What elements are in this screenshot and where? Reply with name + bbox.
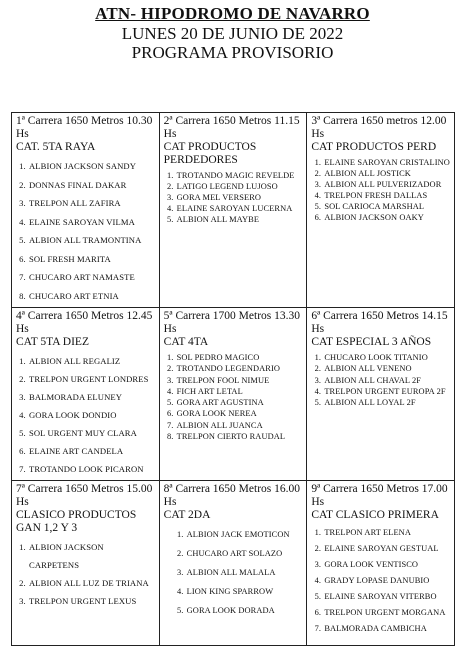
horse-entry: 4. LION KING SPARROW (186, 582, 304, 601)
horse-entry: 4. GORA LOOK DONDIO (28, 406, 156, 424)
race-category: CAT PRODUCTOS PERDEDORES (163, 141, 257, 166)
race-cell (159, 481, 307, 646)
horse-entry: 1. ALBION ALL REGALIZ (28, 352, 156, 370)
horse-entry: 7. BALMORADA CAMBICHA (323, 621, 451, 637)
horse-entry: 4. TRELPON URGENT EUROPA 2F (323, 386, 451, 397)
race-heading: 1ª Carrera 1650 Metros 10.30 Hs (16, 115, 153, 140)
horse-entry: 2. ELAINE SAROYAN GESTUAL (323, 541, 451, 557)
horse-entry: 3. ALBION ALL MALALA (186, 563, 304, 582)
horse-entry: 2. CHUCARO ART SOLAZO (186, 544, 304, 563)
horse-entry: 1. SOL PEDRO MAGICO (176, 352, 304, 363)
horse-list (16, 538, 156, 610)
horse-entry: 3. TRELPON ALL ZAFIRA (28, 194, 156, 213)
race-cell (307, 308, 455, 481)
horse-entry: 3. ALBION ALL PULVERIZADOR (323, 179, 451, 190)
horse-entry: 7. CHUCARO ART NAMASTE (28, 268, 156, 287)
horse-entry: 6. ALBION JACKSON OAKY (323, 212, 451, 223)
horse-entry: 3. GORA LOOK VENTISCO (323, 557, 451, 573)
horse-entry: 4. GRADY LOPASE DANUBIO (323, 573, 451, 589)
document-header (0, 4, 465, 62)
horse-entry: 3. TRELPON FOOL NIMUE (176, 375, 304, 386)
race-category: CAT 4TA (163, 336, 209, 348)
race-cell (307, 113, 455, 308)
horse-entry: 2. TROTANDO LEGENDARIO (176, 363, 304, 374)
horse-entry: 1. TRELPON ART ELENA (323, 525, 451, 541)
horse-list (311, 352, 451, 408)
horse-entry: 5. SOL URGENT MUY CLARA (28, 424, 156, 442)
horse-entry: 1. CHUCARO LOOK TITANIO (323, 352, 451, 363)
page-title: ATN- HIPODROMO DE NAVARRO (95, 4, 370, 23)
horse-entry: 1. ELAINE SAROYAN CRISTALINO (323, 157, 451, 168)
race-heading: 3ª Carrera 1650 metros 12.00 Hs (311, 115, 447, 140)
horse-list (164, 352, 304, 442)
race-category: CAT 5TA DIEZ (16, 336, 89, 348)
race-category: CAT ESPECIAL 3 AÑOS (311, 336, 432, 348)
horse-entry: 2. DONNAS FINAL DAKAR (28, 176, 156, 195)
horse-entry: 5. ELAINE SAROYAN VITERBO (323, 589, 451, 605)
race-heading: 9ª Carrera 1650 Metros 17.00 Hs (311, 483, 448, 508)
horse-entry: 1. TROTANDO MAGIC REVELDE (176, 170, 304, 181)
horse-entry: 1. ALBION JACKSON SANDY (28, 157, 156, 176)
horse-entry: 6. ELAINE ART CANDELA (28, 442, 156, 460)
race-category: CAT. 5TA RAYA (16, 141, 96, 153)
horse-entry: 3. TRELPON URGENT LEXUS (28, 592, 156, 610)
horse-entry: 7. ALBION ALL JUANCA (176, 420, 304, 431)
horse-entry: 6. TRELPON URGENT MORGANA (323, 605, 451, 621)
horse-entry: 2. LATIGO LEGEND LUJOSO (176, 181, 304, 192)
horse-entry: 5. SOL CARIOCA MARSHAL (323, 201, 451, 212)
race-cell (307, 481, 455, 646)
horse-entry: 4. FICH ART LETAL (176, 386, 304, 397)
horse-entry: 8. TRELPON CIERTO RAUDAL (176, 431, 304, 442)
race-cell (159, 113, 307, 308)
race-program-table (11, 112, 455, 646)
race-heading: 7ª Carrera 1650 Metros 15.00 Hs (16, 483, 153, 508)
race-cell (12, 113, 160, 308)
horse-entry: 5. ALBION ALL MAYBE (176, 214, 304, 225)
horse-entry: 1. ALBION JACKSON CARPETENS (28, 538, 156, 574)
horse-entry: 4. TRELPON FRESH DALLAS (323, 190, 451, 201)
horse-entry: 2. ALBION ALL VENENO (323, 363, 451, 374)
horse-entry: 5. ALBION ALL LOYAL 2F (323, 397, 451, 408)
horse-list (311, 525, 451, 637)
race-cell (12, 481, 160, 646)
race-cell (159, 308, 307, 481)
horse-list (16, 157, 156, 305)
race-heading: 8ª Carrera 1650 Metros 16.00 Hs (163, 483, 301, 508)
horse-list (164, 170, 304, 225)
horse-entry: 7. TROTANDO LOOK PICARON (28, 460, 156, 478)
horse-entry: 3. GORA MEL VERSERO (176, 192, 304, 203)
race-heading: 2ª Carrera 1650 Metros 11.15 Hs (163, 115, 300, 140)
race-heading: 4ª Carrera 1650 Metros 12.45 Hs (16, 310, 153, 335)
race-cell (12, 308, 160, 481)
horse-entry: 6. GORA LOOK NEREA (176, 408, 304, 419)
horse-entry: 2. TRELPON URGENT LONDRES (28, 370, 156, 388)
race-heading: 5ª Carrera 1700 Metros 13.30 Hs (163, 310, 301, 335)
horse-entry: 3. ALBION ALL CHAVAL 2F (323, 375, 451, 386)
horse-entry: 3. BALMORADA ELUNEY (28, 388, 156, 406)
horse-list (311, 157, 451, 223)
race-category: CAT PRODUCTOS PERD (311, 141, 437, 153)
horse-entry: 2. ALBION ALL LUZ DE TRIANA (28, 574, 156, 592)
horse-list (16, 352, 156, 478)
race-category: CAT 2DA (163, 509, 211, 521)
horse-entry: 4. ELAINE SAROYAN LUCERNA (176, 203, 304, 214)
race-category: CLASICO PRODUCTOS GAN 1,2 Y 3 (16, 509, 137, 534)
event-date: LUNES 20 DE JUNIO DE 2022 (121, 24, 344, 43)
horse-entry: 5. GORA LOOK DORADA (186, 601, 304, 620)
horse-list (164, 525, 304, 620)
race-category: CAT CLASICO PRIMERA (311, 509, 439, 521)
horse-entry: 1. ALBION JACK EMOTICON (186, 525, 304, 544)
horse-entry: 5. ALBION ALL TRAMONTINA (28, 231, 156, 250)
page-subtitle: PROGRAMA PROVISORIO (131, 43, 334, 62)
horse-entry: 2. ALBION ALL JOSTICK (323, 168, 451, 179)
horse-entry: 5. GORA ART AGUSTINA (176, 397, 304, 408)
race-heading: 6ª Carrera 1650 Metros 14.15 Hs (311, 310, 448, 335)
horse-entry: 8. CHUCARO ART ETNIA (28, 287, 156, 306)
horse-entry: 6. SOL FRESH MARITA (28, 250, 156, 269)
horse-entry: 4. ELAINE SAROYAN VILMA (28, 213, 156, 232)
